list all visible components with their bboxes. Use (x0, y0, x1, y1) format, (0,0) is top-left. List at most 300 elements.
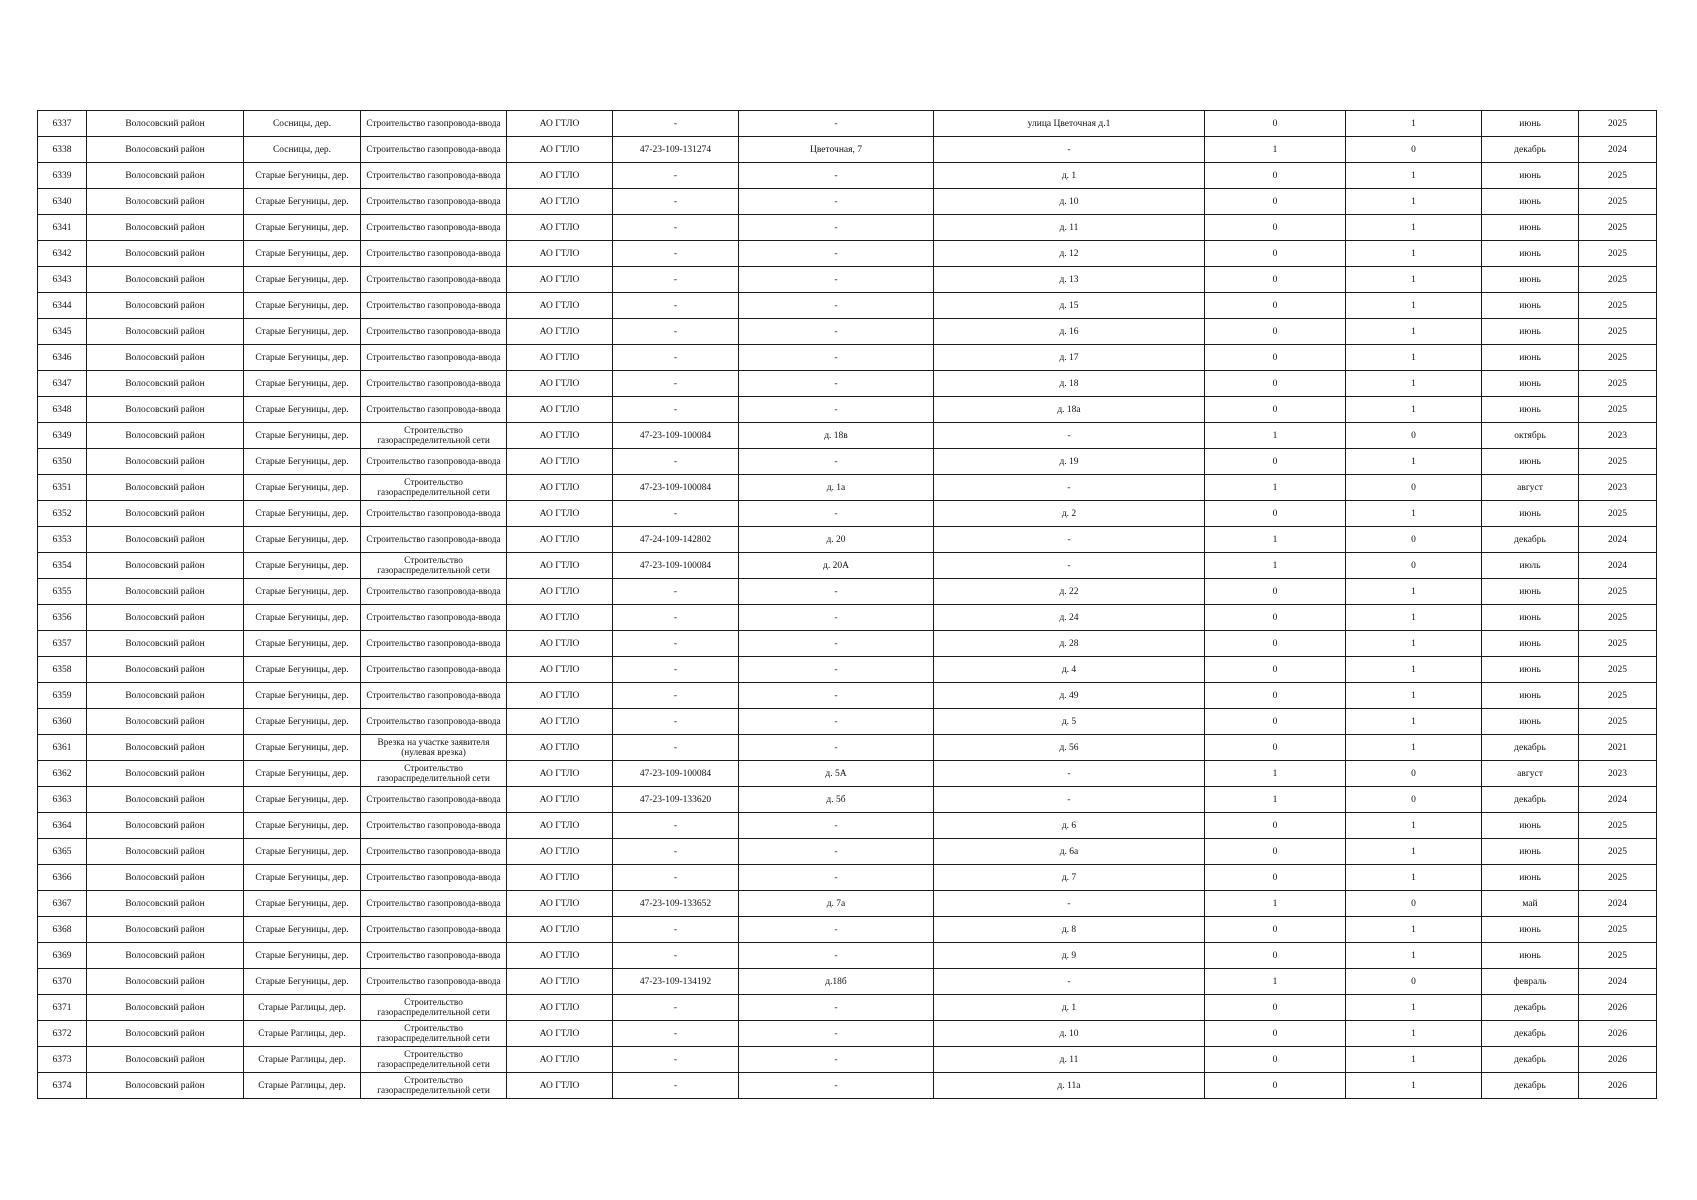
address-cell: - (739, 735, 934, 761)
organization-cell: АО ГТЛО (507, 397, 613, 423)
work-type-cell: Строительство газопровода-ввода (361, 371, 507, 397)
flag-a-cell: 0 (1205, 319, 1346, 345)
work-type-cell: Строительство газопровода-ввода (361, 969, 507, 995)
month-cell: июнь (1482, 397, 1579, 423)
table-body (38, 111, 1657, 1099)
flag-a-cell: 0 (1205, 709, 1346, 735)
row-number-cell: 6372 (38, 1021, 87, 1047)
address-cell: - (739, 215, 934, 241)
district-cell: Волосовский район (87, 163, 244, 189)
organization-cell: АО ГТЛО (507, 631, 613, 657)
flag-b-cell: 1 (1346, 709, 1482, 735)
house-cell: д. 11а (934, 1073, 1205, 1099)
month-cell: июнь (1482, 345, 1579, 371)
flag-a-cell: 1 (1205, 475, 1346, 501)
flag-b-cell: 0 (1346, 527, 1482, 553)
table-row (38, 423, 1657, 449)
work-type-cell: Строительство газопровода-ввода (361, 449, 507, 475)
address-cell: Цветочная, 7 (739, 137, 934, 163)
organization-cell: АО ГТЛО (507, 215, 613, 241)
organization-cell: АО ГТЛО (507, 709, 613, 735)
registry-sheet (37, 110, 1656, 1099)
row-number-cell: 6349 (38, 423, 87, 449)
house-cell: д. 9 (934, 943, 1205, 969)
district-cell: Волосовский район (87, 1021, 244, 1047)
month-cell: июнь (1482, 813, 1579, 839)
work-type-cell: Строительство газораспределительной сети (361, 761, 507, 787)
year-cell: 2025 (1579, 943, 1657, 969)
year-cell: 2024 (1579, 891, 1657, 917)
house-cell: д. 15 (934, 293, 1205, 319)
settlement-cell: Старые Бегуницы, дер. (244, 683, 361, 709)
month-cell: июнь (1482, 657, 1579, 683)
cadastral-number-cell: 47-23-109-100084 (613, 423, 739, 449)
house-cell: д. 10 (934, 189, 1205, 215)
month-cell: июнь (1482, 111, 1579, 137)
row-number-cell: 6361 (38, 735, 87, 761)
cadastral-number-cell: - (613, 397, 739, 423)
organization-cell: АО ГТЛО (507, 1047, 613, 1073)
house-cell: д. 18а (934, 397, 1205, 423)
district-cell: Волосовский район (87, 241, 244, 267)
district-cell: Волосовский район (87, 605, 244, 631)
cadastral-number-cell: - (613, 1073, 739, 1099)
table-row (38, 475, 1657, 501)
flag-b-cell: 1 (1346, 397, 1482, 423)
cadastral-number-cell: - (613, 631, 739, 657)
table-row (38, 709, 1657, 735)
organization-cell: АО ГТЛО (507, 995, 613, 1021)
month-cell: декабрь (1482, 1073, 1579, 1099)
table-row (38, 995, 1657, 1021)
work-type-cell: Строительство газораспределительной сети (361, 1073, 507, 1099)
row-number-cell: 6355 (38, 579, 87, 605)
year-cell: 2025 (1579, 449, 1657, 475)
row-number-cell: 6364 (38, 813, 87, 839)
cadastral-number-cell: 47-23-109-131274 (613, 137, 739, 163)
flag-b-cell: 1 (1346, 215, 1482, 241)
row-number-cell: 6337 (38, 111, 87, 137)
flag-a-cell: 1 (1205, 527, 1346, 553)
table-row (38, 787, 1657, 813)
table-row (38, 891, 1657, 917)
organization-cell: АО ГТЛО (507, 761, 613, 787)
month-cell: февраль (1482, 969, 1579, 995)
table-row (38, 111, 1657, 137)
address-cell: - (739, 1021, 934, 1047)
cadastral-number-cell: - (613, 579, 739, 605)
address-cell: - (739, 111, 934, 137)
work-type-cell: Строительство газопровода-ввода (361, 345, 507, 371)
flag-b-cell: 0 (1346, 475, 1482, 501)
organization-cell: АО ГТЛО (507, 657, 613, 683)
organization-cell: АО ГТЛО (507, 1021, 613, 1047)
address-cell: - (739, 163, 934, 189)
flag-a-cell: 0 (1205, 163, 1346, 189)
flag-b-cell: 0 (1346, 553, 1482, 579)
settlement-cell: Старые Бегуницы, дер. (244, 657, 361, 683)
organization-cell: АО ГТЛО (507, 293, 613, 319)
house-cell: д. 56 (934, 735, 1205, 761)
table-row (38, 215, 1657, 241)
year-cell: 2024 (1579, 787, 1657, 813)
flag-a-cell: 0 (1205, 605, 1346, 631)
flag-b-cell: 1 (1346, 267, 1482, 293)
work-type-cell: Строительство газораспределительной сети (361, 553, 507, 579)
flag-b-cell: 1 (1346, 579, 1482, 605)
organization-cell: АО ГТЛО (507, 501, 613, 527)
address-cell: д. 18в (739, 423, 934, 449)
row-number-cell: 6363 (38, 787, 87, 813)
settlement-cell: Старые Раглицы, дер. (244, 1021, 361, 1047)
year-cell: 2025 (1579, 709, 1657, 735)
table-row (38, 943, 1657, 969)
month-cell: июнь (1482, 709, 1579, 735)
flag-a-cell: 1 (1205, 761, 1346, 787)
cadastral-number-cell: 47-23-109-100084 (613, 553, 739, 579)
work-type-cell: Строительство газораспределительной сети (361, 423, 507, 449)
table-row (38, 293, 1657, 319)
month-cell: июнь (1482, 683, 1579, 709)
flag-a-cell: 0 (1205, 943, 1346, 969)
address-cell: - (739, 189, 934, 215)
settlement-cell: Старые Бегуницы, дер. (244, 605, 361, 631)
table-row (38, 553, 1657, 579)
address-cell: д.18б (739, 969, 934, 995)
flag-a-cell: 0 (1205, 371, 1346, 397)
flag-b-cell: 0 (1346, 423, 1482, 449)
cadastral-number-cell: - (613, 319, 739, 345)
district-cell: Волосовский район (87, 865, 244, 891)
flag-b-cell: 1 (1346, 1021, 1482, 1047)
district-cell: Волосовский район (87, 189, 244, 215)
organization-cell: АО ГТЛО (507, 865, 613, 891)
row-number-cell: 6374 (38, 1073, 87, 1099)
district-cell: Волосовский район (87, 891, 244, 917)
table-row (38, 527, 1657, 553)
flag-a-cell: 1 (1205, 891, 1346, 917)
month-cell: август (1482, 761, 1579, 787)
settlement-cell: Старые Бегуницы, дер. (244, 839, 361, 865)
month-cell: октябрь (1482, 423, 1579, 449)
flag-a-cell: 0 (1205, 241, 1346, 267)
district-cell: Волосовский район (87, 683, 244, 709)
table-row (38, 761, 1657, 787)
organization-cell: АО ГТЛО (507, 891, 613, 917)
year-cell: 2025 (1579, 579, 1657, 605)
cadastral-number-cell: - (613, 657, 739, 683)
organization-cell: АО ГТЛО (507, 787, 613, 813)
flag-a-cell: 0 (1205, 449, 1346, 475)
table-row (38, 605, 1657, 631)
house-cell: д. 18 (934, 371, 1205, 397)
district-cell: Волосовский район (87, 1047, 244, 1073)
house-cell: д. 49 (934, 683, 1205, 709)
organization-cell: АО ГТЛО (507, 943, 613, 969)
organization-cell: АО ГТЛО (507, 683, 613, 709)
cadastral-number-cell: - (613, 917, 739, 943)
flag-b-cell: 1 (1346, 293, 1482, 319)
district-cell: Волосовский район (87, 839, 244, 865)
organization-cell: АО ГТЛО (507, 839, 613, 865)
district-cell: Волосовский район (87, 371, 244, 397)
settlement-cell: Старые Раглицы, дер. (244, 995, 361, 1021)
year-cell: 2025 (1579, 163, 1657, 189)
flag-a-cell: 0 (1205, 267, 1346, 293)
table-row (38, 969, 1657, 995)
organization-cell: АО ГТЛО (507, 371, 613, 397)
month-cell: декабрь (1482, 527, 1579, 553)
work-type-cell: Строительство газопровода-ввода (361, 501, 507, 527)
cadastral-number-cell: - (613, 995, 739, 1021)
house-cell: д. 2 (934, 501, 1205, 527)
flag-a-cell: 0 (1205, 865, 1346, 891)
house-cell: - (934, 475, 1205, 501)
table-row (38, 397, 1657, 423)
flag-b-cell: 1 (1346, 501, 1482, 527)
flag-a-cell: 0 (1205, 917, 1346, 943)
settlement-cell: Старые Бегуницы, дер. (244, 891, 361, 917)
year-cell: 2025 (1579, 215, 1657, 241)
work-type-cell: Строительство газопровода-ввода (361, 267, 507, 293)
house-cell: д. 16 (934, 319, 1205, 345)
cadastral-number-cell: - (613, 293, 739, 319)
table-row (38, 683, 1657, 709)
house-cell: д. 10 (934, 1021, 1205, 1047)
month-cell: июнь (1482, 319, 1579, 345)
house-cell: д. 6 (934, 813, 1205, 839)
flag-a-cell: 1 (1205, 137, 1346, 163)
row-number-cell: 6352 (38, 501, 87, 527)
address-cell: - (739, 631, 934, 657)
flag-a-cell: 1 (1205, 969, 1346, 995)
month-cell: декабрь (1482, 995, 1579, 1021)
month-cell: июнь (1482, 241, 1579, 267)
year-cell: 2025 (1579, 839, 1657, 865)
cadastral-number-cell: 47-23-109-133620 (613, 787, 739, 813)
table-row (38, 137, 1657, 163)
work-type-cell: Строительство газопровода-ввода (361, 865, 507, 891)
flag-a-cell: 0 (1205, 1021, 1346, 1047)
row-number-cell: 6354 (38, 553, 87, 579)
organization-cell: АО ГТЛО (507, 605, 613, 631)
table-row (38, 839, 1657, 865)
row-number-cell: 6358 (38, 657, 87, 683)
month-cell: декабрь (1482, 1021, 1579, 1047)
district-cell: Волосовский район (87, 293, 244, 319)
settlement-cell: Старые Бегуницы, дер. (244, 397, 361, 423)
flag-a-cell: 0 (1205, 1047, 1346, 1073)
month-cell: декабрь (1482, 735, 1579, 761)
month-cell: июль (1482, 553, 1579, 579)
organization-cell: АО ГТЛО (507, 423, 613, 449)
work-type-cell: Строительство газопровода-ввода (361, 787, 507, 813)
settlement-cell: Старые Бегуницы, дер. (244, 527, 361, 553)
year-cell: 2025 (1579, 319, 1657, 345)
month-cell: июнь (1482, 371, 1579, 397)
row-number-cell: 6367 (38, 891, 87, 917)
table-row (38, 501, 1657, 527)
settlement-cell: Старые Бегуницы, дер. (244, 787, 361, 813)
table-row (38, 735, 1657, 761)
flag-b-cell: 0 (1346, 891, 1482, 917)
table-row (38, 865, 1657, 891)
flag-a-cell: 0 (1205, 111, 1346, 137)
house-cell: д. 6а (934, 839, 1205, 865)
work-type-cell: Строительство газопровода-ввода (361, 683, 507, 709)
year-cell: 2025 (1579, 293, 1657, 319)
district-cell: Волосовский район (87, 579, 244, 605)
house-cell: д. 22 (934, 579, 1205, 605)
settlement-cell: Старые Бегуницы, дер. (244, 917, 361, 943)
settlement-cell: Старые Раглицы, дер. (244, 1073, 361, 1099)
flag-b-cell: 1 (1346, 683, 1482, 709)
flag-a-cell: 0 (1205, 1073, 1346, 1099)
flag-b-cell: 1 (1346, 839, 1482, 865)
flag-b-cell: 1 (1346, 371, 1482, 397)
year-cell: 2021 (1579, 735, 1657, 761)
address-cell: - (739, 865, 934, 891)
settlement-cell: Старые Раглицы, дер. (244, 1047, 361, 1073)
work-type-cell: Строительство газораспределительной сети (361, 995, 507, 1021)
cadastral-number-cell: - (613, 709, 739, 735)
month-cell: август (1482, 475, 1579, 501)
work-type-cell: Строительство газопровода-ввода (361, 631, 507, 657)
flag-a-cell: 1 (1205, 787, 1346, 813)
year-cell: 2024 (1579, 527, 1657, 553)
district-cell: Волосовский район (87, 735, 244, 761)
organization-cell: АО ГТЛО (507, 189, 613, 215)
organization-cell: АО ГТЛО (507, 579, 613, 605)
month-cell: июнь (1482, 293, 1579, 319)
address-cell: - (739, 241, 934, 267)
flag-b-cell: 1 (1346, 449, 1482, 475)
cadastral-number-cell: - (613, 371, 739, 397)
year-cell: 2025 (1579, 683, 1657, 709)
house-cell: - (934, 761, 1205, 787)
address-cell: - (739, 813, 934, 839)
district-cell: Волосовский район (87, 475, 244, 501)
flag-a-cell: 1 (1205, 423, 1346, 449)
district-cell: Волосовский район (87, 449, 244, 475)
flag-a-cell: 0 (1205, 501, 1346, 527)
month-cell: июнь (1482, 605, 1579, 631)
year-cell: 2024 (1579, 969, 1657, 995)
row-number-cell: 6360 (38, 709, 87, 735)
address-cell: - (739, 917, 934, 943)
address-cell: д. 7а (739, 891, 934, 917)
row-number-cell: 6373 (38, 1047, 87, 1073)
row-number-cell: 6339 (38, 163, 87, 189)
work-type-cell: Строительство газопровода-ввода (361, 709, 507, 735)
flag-b-cell: 1 (1346, 189, 1482, 215)
settlement-cell: Старые Бегуницы, дер. (244, 189, 361, 215)
cadastral-number-cell: - (613, 267, 739, 293)
settlement-cell: Старые Бегуницы, дер. (244, 631, 361, 657)
district-cell: Волосовский район (87, 267, 244, 293)
house-cell: д. 8 (934, 917, 1205, 943)
flag-b-cell: 0 (1346, 969, 1482, 995)
flag-b-cell: 1 (1346, 1073, 1482, 1099)
flag-a-cell: 0 (1205, 293, 1346, 319)
district-cell: Волосовский район (87, 787, 244, 813)
row-number-cell: 6340 (38, 189, 87, 215)
row-number-cell: 6338 (38, 137, 87, 163)
year-cell: 2025 (1579, 605, 1657, 631)
address-cell: - (739, 995, 934, 1021)
flag-b-cell: 1 (1346, 917, 1482, 943)
cadastral-number-cell: - (613, 735, 739, 761)
row-number-cell: 6343 (38, 267, 87, 293)
row-number-cell: 6368 (38, 917, 87, 943)
work-type-cell: Строительство газопровода-ввода (361, 293, 507, 319)
address-cell: д. 1а (739, 475, 934, 501)
table-row (38, 631, 1657, 657)
house-cell: - (934, 969, 1205, 995)
organization-cell: АО ГТЛО (507, 735, 613, 761)
table-row (38, 371, 1657, 397)
flag-b-cell: 0 (1346, 137, 1482, 163)
year-cell: 2025 (1579, 345, 1657, 371)
settlement-cell: Старые Бегуницы, дер. (244, 501, 361, 527)
flag-b-cell: 1 (1346, 111, 1482, 137)
month-cell: июнь (1482, 579, 1579, 605)
address-cell: - (739, 839, 934, 865)
year-cell: 2025 (1579, 371, 1657, 397)
address-cell: - (739, 605, 934, 631)
cadastral-number-cell: - (613, 865, 739, 891)
address-cell: д. 5б (739, 787, 934, 813)
work-type-cell: Строительство газопровода-ввода (361, 111, 507, 137)
cadastral-number-cell: - (613, 189, 739, 215)
month-cell: июнь (1482, 449, 1579, 475)
cadastral-number-cell: - (613, 163, 739, 189)
settlement-cell: Старые Бегуницы, дер. (244, 865, 361, 891)
table-row (38, 1073, 1657, 1099)
house-cell: улица Цветочная д.1 (934, 111, 1205, 137)
settlement-cell: Старые Бегуницы, дер. (244, 969, 361, 995)
year-cell: 2026 (1579, 1021, 1657, 1047)
flag-a-cell: 0 (1205, 839, 1346, 865)
flag-b-cell: 1 (1346, 241, 1482, 267)
organization-cell: АО ГТЛО (507, 475, 613, 501)
year-cell: 2026 (1579, 1073, 1657, 1099)
month-cell: декабрь (1482, 1047, 1579, 1073)
row-number-cell: 6346 (38, 345, 87, 371)
work-type-cell: Строительство газопровода-ввода (361, 527, 507, 553)
settlement-cell: Старые Бегуницы, дер. (244, 943, 361, 969)
work-type-cell: Строительство газопровода-ввода (361, 813, 507, 839)
organization-cell: АО ГТЛО (507, 969, 613, 995)
cadastral-number-cell: 47-24-109-142802 (613, 527, 739, 553)
year-cell: 2023 (1579, 475, 1657, 501)
year-cell: 2025 (1579, 917, 1657, 943)
year-cell: 2025 (1579, 631, 1657, 657)
year-cell: 2025 (1579, 657, 1657, 683)
year-cell: 2025 (1579, 111, 1657, 137)
month-cell: июнь (1482, 839, 1579, 865)
settlement-cell: Старые Бегуницы, дер. (244, 215, 361, 241)
table-row (38, 657, 1657, 683)
organization-cell: АО ГТЛО (507, 267, 613, 293)
settlement-cell: Старые Бегуницы, дер. (244, 319, 361, 345)
house-cell: - (934, 553, 1205, 579)
row-number-cell: 6344 (38, 293, 87, 319)
row-number-cell: 6366 (38, 865, 87, 891)
cadastral-number-cell: - (613, 683, 739, 709)
flag-a-cell: 0 (1205, 579, 1346, 605)
house-cell: - (934, 423, 1205, 449)
